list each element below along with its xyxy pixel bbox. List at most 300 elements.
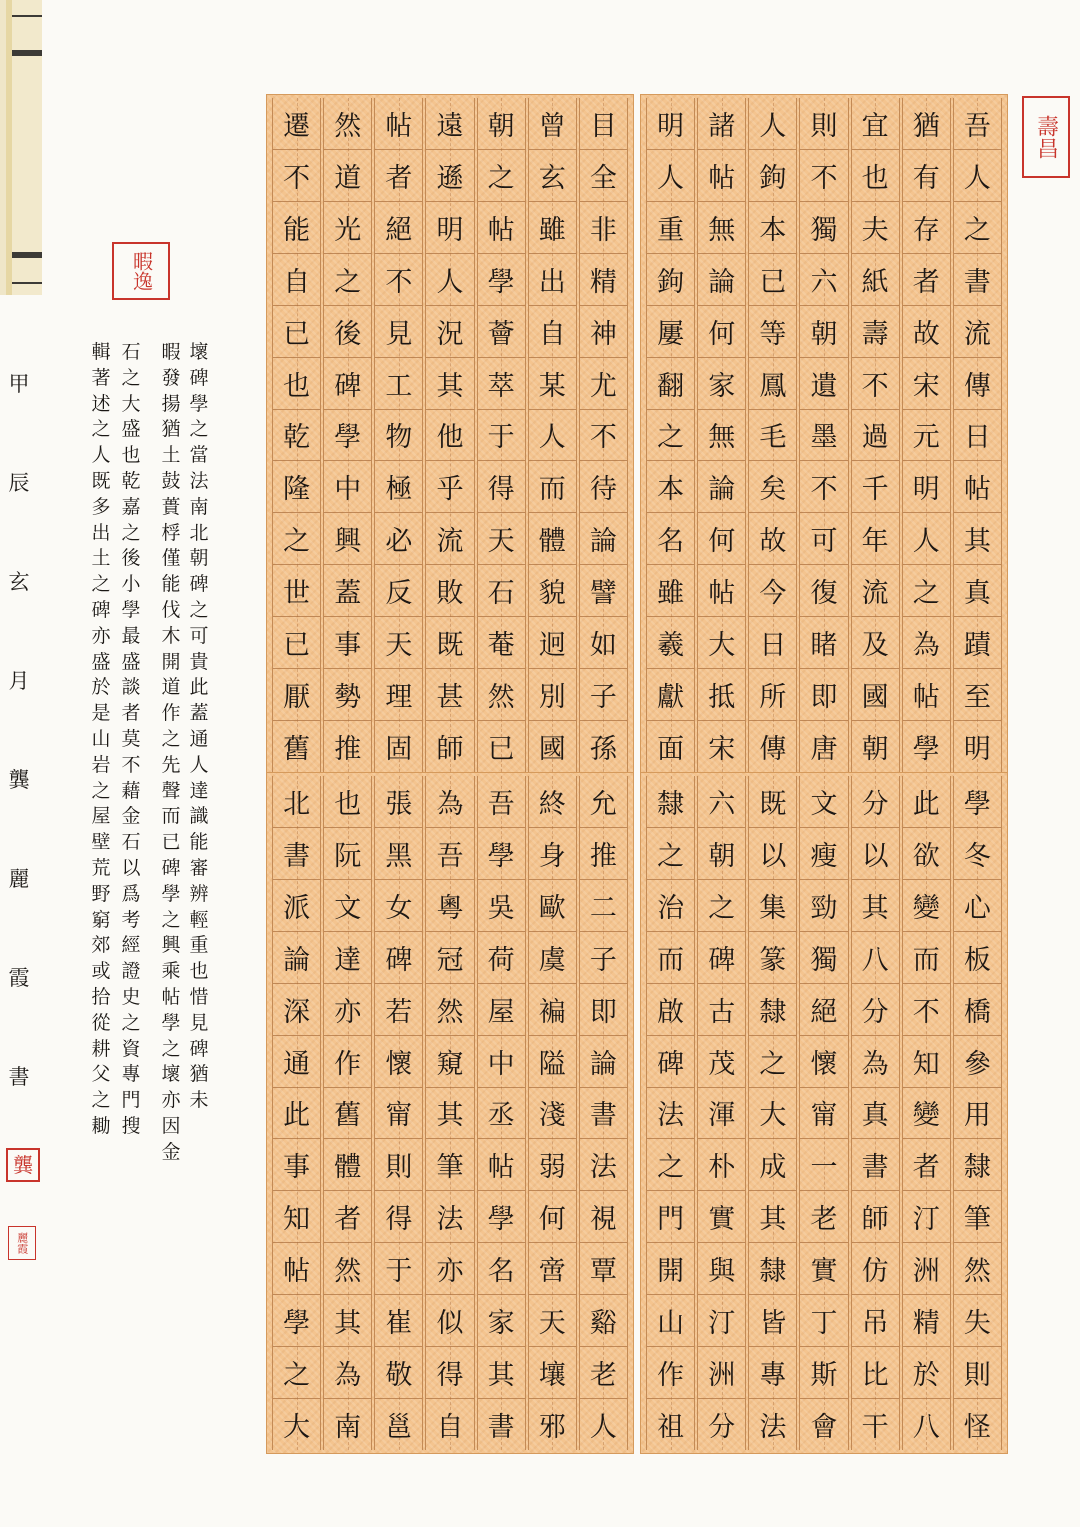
character-cell: 宜 bbox=[852, 98, 899, 150]
character-cell: 人 bbox=[647, 150, 694, 202]
character-cell: 懷 bbox=[800, 1036, 847, 1088]
character-cell: 神 bbox=[580, 306, 627, 358]
character-cell: 學 bbox=[273, 1295, 320, 1347]
character-cell: 朝 bbox=[861, 734, 889, 766]
character-cell: 精 bbox=[580, 254, 627, 306]
character-cell: 不 bbox=[800, 150, 847, 202]
character-cell: 甯 bbox=[375, 1088, 422, 1140]
character-cell: 推 bbox=[334, 734, 362, 766]
character-cell: 瘦 bbox=[800, 828, 847, 880]
character-cell: 知 bbox=[903, 1036, 950, 1088]
text-column bbox=[528, 776, 577, 1450]
character-cell: 存 bbox=[903, 202, 950, 254]
character-cell: 元 bbox=[903, 410, 950, 462]
character-cell: 毛 bbox=[749, 410, 796, 462]
character-cell: 真 bbox=[954, 565, 1001, 617]
signature-char: 霞 bbox=[8, 966, 30, 990]
character-cell: 也 bbox=[273, 358, 320, 410]
character-cell: 啟 bbox=[647, 984, 694, 1036]
character-cell: 之 bbox=[647, 410, 694, 462]
character-cell: 朝 bbox=[478, 98, 525, 150]
character-cell: 物 bbox=[375, 410, 422, 462]
character-cell: 洲 bbox=[698, 1347, 745, 1399]
character-cell: 尤 bbox=[580, 358, 627, 410]
character-cell: 女 bbox=[375, 880, 422, 932]
text-column bbox=[646, 776, 695, 1450]
character-cell: 然 bbox=[478, 669, 525, 721]
character-cell: 人 bbox=[529, 410, 576, 462]
character-cell: 中 bbox=[478, 1036, 525, 1088]
character-cell: 之 bbox=[954, 202, 1001, 254]
character-cell: 也 bbox=[852, 150, 899, 202]
character-cell: 不 bbox=[903, 984, 950, 1036]
character-cell: 弱 bbox=[529, 1139, 576, 1191]
character-cell: 已 bbox=[273, 617, 320, 669]
character-cell: 邪 bbox=[538, 1412, 566, 1444]
signature-char: 龔 bbox=[8, 768, 30, 792]
character-cell: 篆 bbox=[749, 932, 796, 984]
character-cell: 荷 bbox=[478, 932, 525, 984]
character-cell: 孫 bbox=[589, 734, 617, 766]
character-cell: 抵 bbox=[698, 669, 745, 721]
character-cell: 得 bbox=[478, 461, 525, 513]
character-cell: 名 bbox=[647, 513, 694, 565]
character-cell: 故 bbox=[749, 513, 796, 565]
character-cell: 國 bbox=[538, 734, 566, 766]
character-cell: 學 bbox=[954, 776, 1001, 828]
character-cell: 墨 bbox=[800, 410, 847, 462]
character-cell: 大 bbox=[749, 1088, 796, 1140]
character-cell: 終 bbox=[529, 776, 576, 828]
character-cell: 法 bbox=[426, 1191, 473, 1243]
seal-signature-small: 麗霞 bbox=[8, 1226, 36, 1260]
character-cell: 文 bbox=[324, 880, 371, 932]
character-cell: 以 bbox=[852, 828, 899, 880]
character-cell: 國 bbox=[852, 669, 899, 721]
character-cell: 蓋 bbox=[324, 565, 371, 617]
character-cell: 朝 bbox=[800, 306, 847, 358]
character-cell: 山 bbox=[647, 1295, 694, 1347]
character-cell: 即 bbox=[580, 984, 627, 1036]
character-cell: 師 bbox=[436, 734, 464, 766]
character-cell: 則 bbox=[800, 98, 847, 150]
character-cell: 千 bbox=[852, 461, 899, 513]
character-cell: 鉤 bbox=[647, 254, 694, 306]
character-cell: 論 bbox=[580, 1036, 627, 1088]
character-cell: 淺 bbox=[529, 1088, 576, 1140]
character-cell: 真 bbox=[852, 1088, 899, 1140]
signature-char: 麗 bbox=[8, 867, 30, 891]
character-cell: 有 bbox=[903, 150, 950, 202]
side-text-column-3: 石之大盛也乾嘉之後小學最盛談者莫不藉金石以爲考經證史之資專門搜 bbox=[121, 341, 141, 1137]
character-cell: 無 bbox=[698, 202, 745, 254]
seal-left-square: 暇逸 bbox=[112, 242, 170, 300]
character-cell: 不 bbox=[580, 410, 627, 462]
character-cell: 何 bbox=[698, 513, 745, 565]
character-cell: 老 bbox=[800, 1191, 847, 1243]
character-cell: 帖 bbox=[375, 98, 422, 150]
character-cell: 怪 bbox=[963, 1412, 991, 1444]
character-cell: 矣 bbox=[749, 461, 796, 513]
character-cell: 帖 bbox=[478, 202, 525, 254]
character-cell: 明 bbox=[903, 461, 950, 513]
character-cell: 子 bbox=[580, 669, 627, 721]
character-cell: 派 bbox=[273, 880, 320, 932]
character-cell: 羲 bbox=[647, 617, 694, 669]
character-cell: 論 bbox=[580, 513, 627, 565]
text-column bbox=[579, 98, 628, 772]
character-cell: 學 bbox=[478, 254, 525, 306]
character-cell: 黑 bbox=[375, 828, 422, 880]
character-cell: 世 bbox=[273, 565, 320, 617]
character-cell: 全 bbox=[580, 150, 627, 202]
text-column bbox=[902, 98, 951, 772]
character-cell: 八 bbox=[852, 932, 899, 984]
character-cell: 之 bbox=[698, 880, 745, 932]
character-cell: 之 bbox=[273, 513, 320, 565]
character-cell: 其 bbox=[324, 1295, 371, 1347]
character-cell: 也 bbox=[324, 776, 371, 828]
character-cell: 至 bbox=[954, 669, 1001, 721]
character-cell: 雖 bbox=[647, 565, 694, 617]
character-cell: 則 bbox=[954, 1347, 1001, 1399]
character-cell: 某 bbox=[529, 358, 576, 410]
character-cell: 獨 bbox=[800, 202, 847, 254]
character-cell: 反 bbox=[375, 565, 422, 617]
character-cell: 論 bbox=[273, 932, 320, 984]
character-cell: 復 bbox=[800, 565, 847, 617]
character-cell: 為 bbox=[426, 776, 473, 828]
character-cell: 覃 bbox=[580, 1243, 627, 1295]
character-cell: 獨 bbox=[800, 932, 847, 984]
character-cell: 書 bbox=[273, 828, 320, 880]
character-cell: 日 bbox=[954, 410, 1001, 462]
grid-bottom-right bbox=[645, 776, 1003, 1450]
character-cell: 能 bbox=[273, 202, 320, 254]
character-cell: 書 bbox=[852, 1139, 899, 1191]
character-cell: 唐 bbox=[810, 734, 838, 766]
character-cell: 已 bbox=[487, 734, 515, 766]
character-cell: 分 bbox=[852, 984, 899, 1036]
character-cell: 譬 bbox=[580, 565, 627, 617]
character-cell: 之 bbox=[647, 828, 694, 880]
text-column bbox=[748, 776, 797, 1450]
character-cell: 故 bbox=[903, 306, 950, 358]
character-cell: 作 bbox=[647, 1347, 694, 1399]
character-cell: 日 bbox=[749, 617, 796, 669]
character-cell: 允 bbox=[580, 776, 627, 828]
character-cell: 隸 bbox=[749, 1243, 796, 1295]
text-column bbox=[425, 98, 474, 772]
character-cell: 帖 bbox=[954, 461, 1001, 513]
grid-bottom-left bbox=[271, 776, 629, 1450]
character-cell: 乎 bbox=[426, 461, 473, 513]
text-column bbox=[697, 776, 746, 1450]
character-cell: 翻 bbox=[647, 358, 694, 410]
character-cell: 既 bbox=[749, 776, 796, 828]
character-cell: 比 bbox=[852, 1347, 899, 1399]
character-cell: 冠 bbox=[426, 932, 473, 984]
character-cell: 帖 bbox=[478, 1139, 525, 1191]
character-cell: 成 bbox=[749, 1139, 796, 1191]
character-cell: 丁 bbox=[800, 1295, 847, 1347]
character-cell: 精 bbox=[903, 1295, 950, 1347]
character-cell: 自 bbox=[273, 254, 320, 306]
character-cell: 冬 bbox=[954, 828, 1001, 880]
character-cell: 壤 bbox=[529, 1347, 576, 1399]
character-cell: 已 bbox=[273, 306, 320, 358]
character-cell: 然 bbox=[324, 98, 371, 150]
character-cell: 者 bbox=[903, 254, 950, 306]
character-cell: 知 bbox=[273, 1191, 320, 1243]
character-cell: 絕 bbox=[800, 984, 847, 1036]
character-cell: 窺 bbox=[426, 1036, 473, 1088]
character-cell: 重 bbox=[647, 202, 694, 254]
character-cell: 其 bbox=[852, 880, 899, 932]
text-column bbox=[953, 776, 1002, 1450]
character-cell: 光 bbox=[324, 202, 371, 254]
character-cell: 目 bbox=[580, 98, 627, 150]
character-cell: 朝 bbox=[698, 828, 745, 880]
character-cell: 固 bbox=[385, 734, 413, 766]
character-cell: 所 bbox=[749, 669, 796, 721]
character-cell: 玄 bbox=[529, 150, 576, 202]
character-cell: 書 bbox=[954, 254, 1001, 306]
character-cell: 宋 bbox=[903, 358, 950, 410]
character-cell: 年 bbox=[852, 513, 899, 565]
character-cell: 於 bbox=[903, 1347, 950, 1399]
character-cell: 法 bbox=[759, 1412, 787, 1444]
character-cell: 甚 bbox=[426, 669, 473, 721]
character-cell: 紙 bbox=[852, 254, 899, 306]
character-cell: 渾 bbox=[698, 1088, 745, 1140]
text-column bbox=[646, 98, 695, 772]
signature-char: 月 bbox=[8, 669, 30, 693]
character-cell: 六 bbox=[698, 776, 745, 828]
text-column bbox=[902, 776, 951, 1450]
character-cell: 諸 bbox=[698, 98, 745, 150]
character-cell: 敗 bbox=[426, 565, 473, 617]
character-cell: 菴 bbox=[478, 617, 525, 669]
character-cell: 遜 bbox=[426, 150, 473, 202]
character-cell: 本 bbox=[749, 202, 796, 254]
character-cell: 厭 bbox=[273, 669, 320, 721]
character-cell: 而 bbox=[903, 932, 950, 984]
character-cell: 無 bbox=[698, 410, 745, 462]
character-cell: 然 bbox=[426, 984, 473, 1036]
character-cell: 何 bbox=[529, 1191, 576, 1243]
character-cell: 隸 bbox=[749, 984, 796, 1036]
character-cell: 變 bbox=[903, 880, 950, 932]
character-cell: 法 bbox=[647, 1088, 694, 1140]
character-cell: 道 bbox=[324, 150, 371, 202]
character-cell: 論 bbox=[698, 461, 745, 513]
character-cell: 鳳 bbox=[749, 358, 796, 410]
character-cell: 萃 bbox=[478, 358, 525, 410]
character-cell: 敬 bbox=[375, 1347, 422, 1399]
character-cell: 非 bbox=[580, 202, 627, 254]
character-cell: 心 bbox=[954, 880, 1001, 932]
character-cell: 遷 bbox=[273, 98, 320, 150]
character-cell: 見 bbox=[375, 306, 422, 358]
character-cell: 碑 bbox=[375, 932, 422, 984]
character-cell: 帖 bbox=[903, 669, 950, 721]
character-cell: 不 bbox=[375, 254, 422, 306]
character-cell: 隆 bbox=[273, 461, 320, 513]
character-cell: 面 bbox=[657, 734, 685, 766]
character-cell: 曾 bbox=[529, 98, 576, 150]
character-cell: 身 bbox=[529, 828, 576, 880]
character-cell: 者 bbox=[324, 1191, 371, 1243]
character-cell: 子 bbox=[580, 932, 627, 984]
side-text-column-1: 壞碑學之當法南北朝碑之可貴此蓋通人達識能審辨輕重也惜見碑猶未 bbox=[189, 341, 209, 1112]
character-cell: 失 bbox=[954, 1295, 1001, 1347]
character-cell: 干 bbox=[861, 1412, 889, 1444]
character-cell: 睹 bbox=[800, 617, 847, 669]
character-cell: 得 bbox=[426, 1347, 473, 1399]
book-spine-edge bbox=[0, 0, 42, 295]
signature-char: 辰 bbox=[8, 471, 30, 495]
character-cell: 此 bbox=[903, 776, 950, 828]
character-cell: 流 bbox=[954, 306, 1001, 358]
character-cell: 為 bbox=[903, 617, 950, 669]
character-cell: 汀 bbox=[903, 1191, 950, 1243]
character-cell: 自 bbox=[529, 306, 576, 358]
character-cell: 體 bbox=[529, 513, 576, 565]
grid-top-left bbox=[271, 98, 629, 772]
text-column bbox=[851, 776, 900, 1450]
character-cell: 朴 bbox=[698, 1139, 745, 1191]
character-cell: 人 bbox=[903, 513, 950, 565]
character-cell: 等 bbox=[749, 306, 796, 358]
character-cell: 于 bbox=[478, 410, 525, 462]
character-cell: 乾 bbox=[273, 410, 320, 462]
character-cell: 待 bbox=[580, 461, 627, 513]
character-cell: 集 bbox=[749, 880, 796, 932]
character-cell: 帖 bbox=[698, 565, 745, 617]
character-cell: 橋 bbox=[954, 984, 1001, 1036]
character-cell: 後 bbox=[324, 306, 371, 358]
signature-char: 書 bbox=[8, 1065, 30, 1089]
character-cell: 粵 bbox=[426, 880, 473, 932]
character-cell: 之 bbox=[478, 150, 525, 202]
text-column bbox=[851, 98, 900, 772]
character-cell: 褊 bbox=[529, 984, 576, 1036]
character-cell: 吾 bbox=[478, 776, 525, 828]
character-cell: 者 bbox=[375, 150, 422, 202]
character-cell: 天 bbox=[375, 617, 422, 669]
character-cell: 宋 bbox=[708, 734, 736, 766]
panel-top-left bbox=[266, 94, 634, 776]
character-cell: 帖 bbox=[698, 150, 745, 202]
character-cell: 過 bbox=[852, 410, 899, 462]
text-column bbox=[374, 776, 423, 1450]
seal-signature-name: 龔 bbox=[6, 1148, 40, 1182]
character-cell: 深 bbox=[273, 984, 320, 1036]
character-cell: 汀 bbox=[698, 1295, 745, 1347]
character-cell: 用 bbox=[954, 1088, 1001, 1140]
character-cell: 與 bbox=[698, 1243, 745, 1295]
panel-bottom-right bbox=[640, 772, 1008, 1454]
character-cell: 舊 bbox=[324, 1088, 371, 1140]
character-cell: 迥 bbox=[529, 617, 576, 669]
text-column bbox=[374, 98, 423, 772]
character-cell: 茂 bbox=[698, 1036, 745, 1088]
character-cell: 八 bbox=[912, 1412, 940, 1444]
character-cell: 何 bbox=[698, 306, 745, 358]
character-cell: 崔 bbox=[375, 1295, 422, 1347]
character-cell: 亦 bbox=[426, 1243, 473, 1295]
character-cell: 他 bbox=[426, 410, 473, 462]
character-cell: 仿 bbox=[852, 1243, 899, 1295]
character-cell: 吊 bbox=[852, 1295, 899, 1347]
character-cell: 以 bbox=[749, 828, 796, 880]
character-cell: 碑 bbox=[698, 932, 745, 984]
character-cell: 啻 bbox=[529, 1243, 576, 1295]
character-cell: 吳 bbox=[478, 880, 525, 932]
character-cell: 流 bbox=[426, 513, 473, 565]
character-cell: 理 bbox=[375, 669, 422, 721]
character-cell: 其 bbox=[426, 1088, 473, 1140]
side-text-column-4: 輯著述之人既多出土之碑亦盛於是山岩之屋壁荒野窮郊或拾從耕父之耡 bbox=[91, 341, 111, 1137]
character-cell: 既 bbox=[426, 617, 473, 669]
text-column bbox=[799, 776, 848, 1450]
character-cell: 屋 bbox=[478, 984, 525, 1036]
character-cell: 法 bbox=[580, 1139, 627, 1191]
character-cell: 體 bbox=[324, 1139, 371, 1191]
text-column bbox=[323, 98, 372, 772]
text-column bbox=[425, 776, 474, 1450]
signature-column bbox=[8, 368, 30, 1160]
character-cell: 獻 bbox=[647, 669, 694, 721]
character-cell: 猶 bbox=[903, 98, 950, 150]
character-cell: 夫 bbox=[852, 202, 899, 254]
character-cell: 及 bbox=[852, 617, 899, 669]
character-cell: 懷 bbox=[375, 1036, 422, 1088]
character-cell: 人 bbox=[426, 254, 473, 306]
character-cell: 人 bbox=[954, 150, 1001, 202]
character-cell: 門 bbox=[647, 1191, 694, 1243]
character-cell: 明 bbox=[963, 734, 991, 766]
character-cell: 學 bbox=[478, 1191, 525, 1243]
character-cell: 碑 bbox=[647, 1036, 694, 1088]
character-cell: 隸 bbox=[647, 776, 694, 828]
panel-top-right bbox=[640, 94, 1008, 776]
character-cell: 為 bbox=[324, 1347, 371, 1399]
character-cell: 如 bbox=[580, 617, 627, 669]
character-cell: 不 bbox=[273, 150, 320, 202]
character-cell: 治 bbox=[647, 880, 694, 932]
character-cell: 薈 bbox=[478, 306, 525, 358]
character-cell: 書 bbox=[580, 1088, 627, 1140]
character-cell: 之 bbox=[324, 254, 371, 306]
character-cell: 絕 bbox=[375, 202, 422, 254]
character-cell: 工 bbox=[375, 358, 422, 410]
character-cell: 視 bbox=[580, 1191, 627, 1243]
character-cell: 祖 bbox=[657, 1412, 685, 1444]
character-cell: 流 bbox=[852, 565, 899, 617]
character-cell: 蹟 bbox=[954, 617, 1001, 669]
character-cell: 其 bbox=[954, 513, 1001, 565]
character-cell: 興 bbox=[324, 513, 371, 565]
text-column bbox=[953, 98, 1002, 772]
character-cell: 實 bbox=[698, 1191, 745, 1243]
text-column bbox=[697, 98, 746, 772]
character-cell: 然 bbox=[954, 1243, 1001, 1295]
character-cell: 筆 bbox=[954, 1191, 1001, 1243]
character-cell: 古 bbox=[698, 984, 745, 1036]
character-cell: 壽 bbox=[852, 306, 899, 358]
